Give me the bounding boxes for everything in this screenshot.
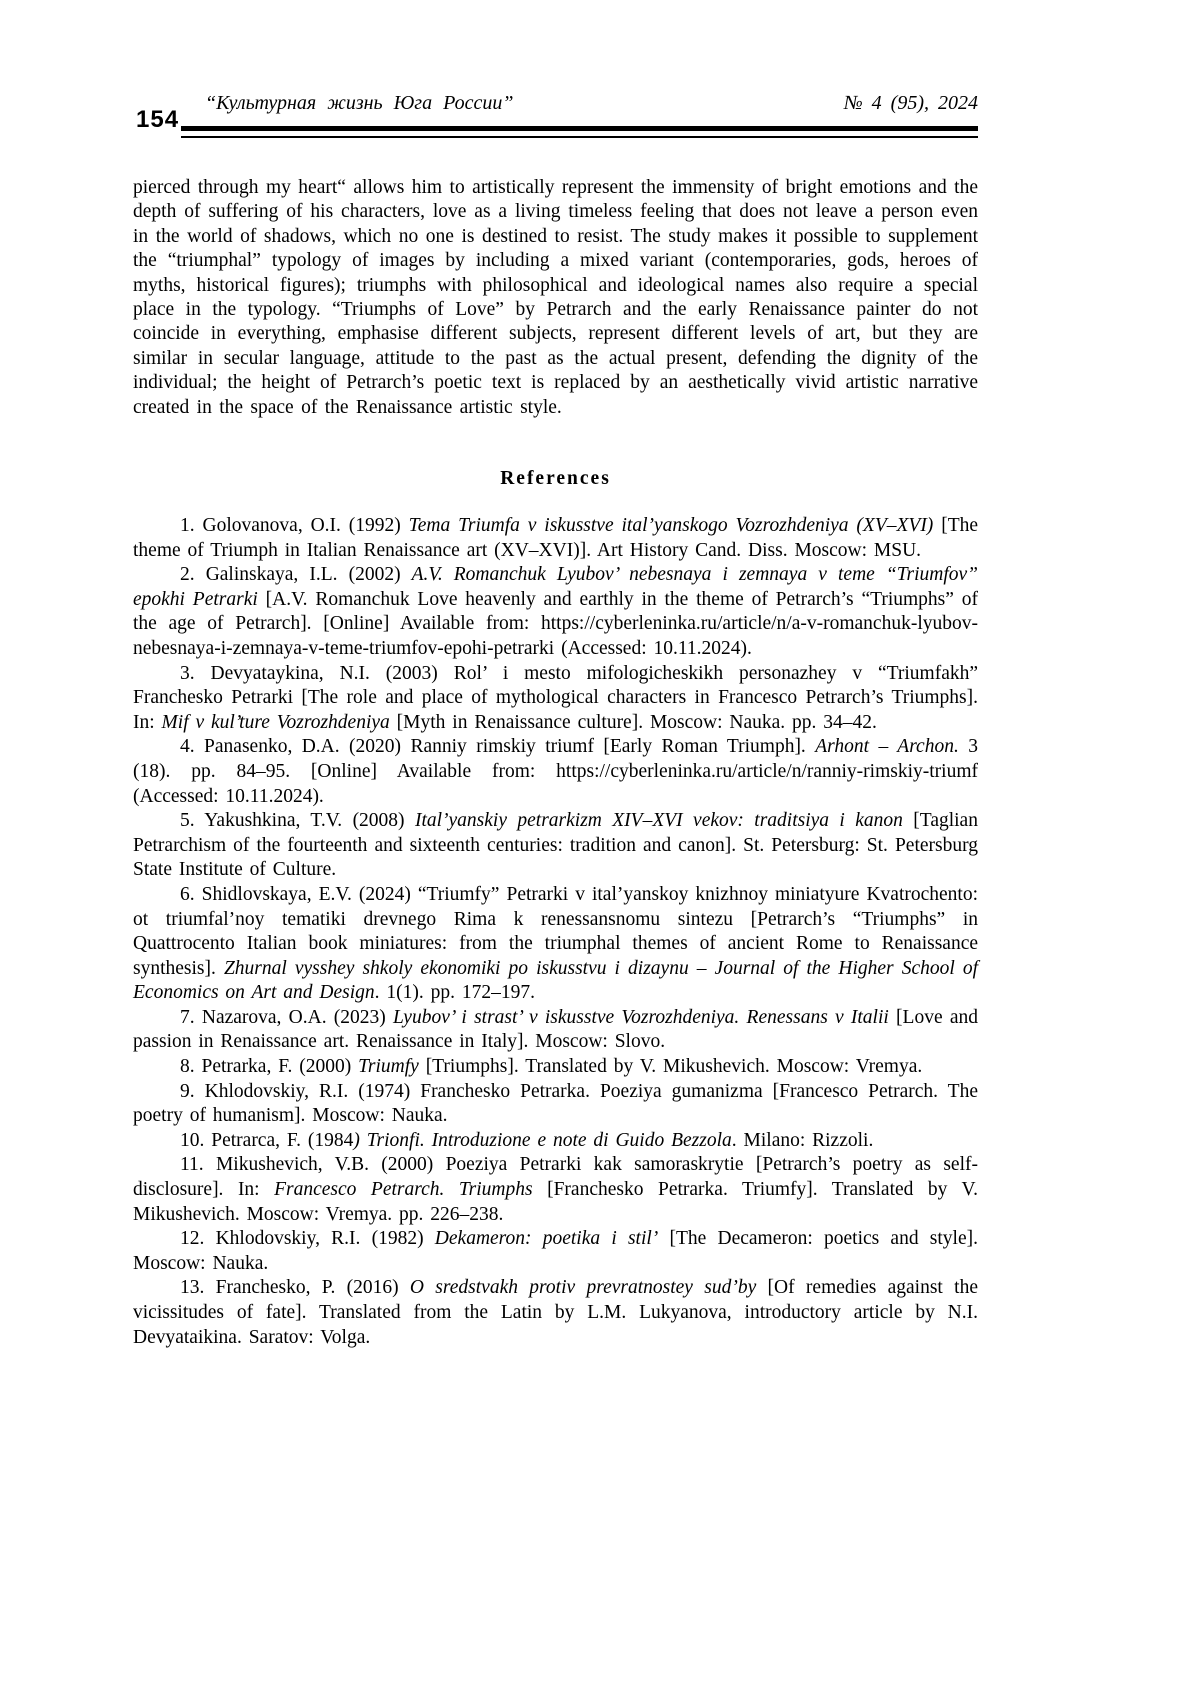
reference-title-segment: O sredstvakh protiv prevratnostey sud’by: [409, 1277, 757, 1299]
reference-title-segment: Ital’yanskiy petrarkizm XIV–XVI vekov: traditsiya i kanon: [414, 810, 903, 832]
reference-item: [133, 809, 978, 883]
header-rule-thick: [181, 126, 978, 131]
reference-title-segment: Triumfy: [358, 1056, 419, 1078]
reference-text-segment: 5. Yakushkina, T.V. (2008): [180, 810, 415, 832]
reference-item: [133, 514, 978, 563]
reference-item: [133, 1080, 978, 1129]
reference-text-segment: 8. Petrarka, F. (2000): [180, 1056, 359, 1078]
journal-title: “Культурная жизнь Юга России”: [205, 92, 514, 114]
reference-text-segment: 6. Shidlovskaya, E.V. (2024) “Triumfy” Petrarki v ital’yanskoy knizhnoy miniatyure Kvatrochento: ot triumfal’noy tematiki drevnego Rima k renessansnomu sintezu [Petrarch’s “Triumphs” in Quattrocento Italian book miniatures: from the triumphal themes of ancient Rome to Renaissance synthesis].: [133, 883, 978, 979]
reference-text-segment: [A.V. Romanchuk Love heavenly and earthly in the theme of Petrarch’s “Triumphs” of the age of Petrarch]. [Online] Available from: https://cyberleninka.ru/article/n/a-v-romanchuk-lyubov-nebesnaya-i-zemnaya-v-teme-triumfov-epohi-petrarki (Accessed: 10.11.2024).: [133, 588, 978, 659]
reference-item: [133, 1153, 978, 1227]
reference-text-segment: [Taglian Petrarchism of the fourteenth and sixteenth centuries: tradition and canon]. St. Petersburg: St. Petersburg State Institute of Culture.: [133, 810, 978, 881]
reference-text-segment: 7. Nazarova, O.A. (2023): [180, 1006, 394, 1028]
reference-text-segment: 4. Panasenko, D.A. (2020) Ranniy rimskiy triumf [Early Roman Triumph].: [180, 736, 816, 758]
reference-title-segment: Francesco Petrarch. Triumphs: [274, 1179, 533, 1201]
reference-item: [133, 1276, 978, 1350]
reference-title-segment: Mif v kul’ture Vozrozhdeniya: [161, 711, 390, 733]
reference-title-segment: Tema Triumfa v iskusstve ital’yanskogo Vozrozhdeniya (XV–XVI): [408, 515, 934, 536]
reference-text-segment: [Love and passion in Renaissance art. Renaissance in Italy]. Moscow: Slovo.: [133, 1006, 978, 1053]
reference-text-segment: 3 (18). pp. 84–95. [Online] Available from: https://cyberleninka.ru/article/n/ranniy-rimskiy-triumf (Accessed: 10.11.2024).: [133, 736, 979, 807]
references-list: [133, 514, 978, 1350]
reference-title-segment: ) Trionfi. Introduzione e note di Guido Bezzola: [353, 1129, 732, 1151]
reference-text-segment: [Of remedies against the vicissitudes of fate]. Translated from the Latin by L.M. Lukyanova, introductory article by N.I. Devyataikina. Saratov: Volga.: [133, 1277, 978, 1348]
reference-text-segment: [The Decameron: poetics and style]. Moscow: Nauka.: [133, 1228, 978, 1274]
reference-text-segment: 13. Franchesko, P. (2016): [180, 1277, 410, 1299]
references-heading: References: [500, 468, 611, 489]
page-number: 154: [136, 106, 180, 133]
reference-item: [133, 1227, 978, 1276]
reference-title-segment: Dekameron: poetika i stil’: [434, 1228, 659, 1250]
issue-label: № 4 (95), 2024: [843, 92, 978, 114]
reference-text-segment: 2. Galinskaya, I.L. (2002): [180, 564, 412, 586]
reference-item: [133, 662, 978, 736]
reference-title-segment: Lyubov’ i strast’ v iskusstve Vozrozhdeniya. Renessans v Italii: [393, 1006, 889, 1028]
reference-text-segment: 12. Khlodovskiy, R.I. (1982): [180, 1228, 435, 1250]
reference-text-segment: [Triumphs]. Translated by V. Mikushevich. Moscow: Vremya.: [418, 1056, 923, 1078]
reference-text-segment: 3. Devyataykina, N.I. (2003) Rol’ i mesto mifologicheskikh personazhey v “Triumfakh” Franchesko Petrarki [The role and place of mythological characters in Francesco Petrarch’s Triumphs]. In:: [133, 662, 978, 733]
reference-text-segment: . Milano: Rizzoli.: [731, 1129, 874, 1151]
reference-text-segment: . 1(1). pp. 172–197.: [374, 982, 535, 1004]
reference-text-segment: [Franchesko Petrarka. Triumfy]. Translated by V. Mikushevich. Moscow: Vremya. pp. 226–238.: [133, 1179, 979, 1225]
reference-title-segment: Arhont – Archon.: [815, 736, 959, 758]
reference-title-segment: A.V. Romanchuk Lyubov’ nebesnaya i zemnaya v teme “Triumfov” epokhi Petrarki: [133, 564, 978, 610]
reference-item: [133, 1129, 978, 1154]
body-paragraph: pierced through my heart“ allows him to artistically represent the immensity of bright emotions and the depth of suffering of his characters, love as a living timeless feeling that does not leave a person even in the world of shadows, which no one is destined to resist. The study makes it possible to supplement the “triumphal” typology of images by including a mixed variant (contemporaries, gods, heroes of myths, historical figures); triumphs with philosophical and ideological names also require a special place in the typology. “Triumphs of Love” by Petrarch and the early Renaissance painter do not coincide in everything, emphasise different subjects, represent different levels of art, but they are similar in secular language, attitude to the past as the actual present, defending the dignity of the individual; the height of Petrarch’s poetic text is replaced by an aesthetically vivid artistic narrative created in the space of the Renaissance artistic style.: [133, 177, 978, 418]
reference-text-segment: [Myth in Renaissance culture]. Moscow: Nauka. pp. 34–42.: [389, 711, 877, 733]
reference-title-segment: Zhurnal vysshey shkoly ekonomiki po iskusstvu i dizaynu – Journal of the Higher School of Economics on Art and Design: [133, 957, 978, 1004]
reference-text-segment: 1. Golovanova, O.I. (1992): [180, 515, 409, 536]
reference-item: [133, 1055, 978, 1080]
reference-item: [133, 1006, 978, 1055]
reference-item: [133, 563, 978, 661]
reference-text-segment: [The theme of Triumph in Italian Renaissance art (XV–XVI)]. Art History Cand. Diss. Moscow: MSU.: [133, 515, 979, 561]
reference-text-segment: 11. Mikushevich, V.B. (2000) Poeziya Petrarki kak samoraskrytie [Petrarch’s poetry as self-disclosure]. In:: [133, 1154, 978, 1201]
reference-item: [133, 735, 978, 809]
reference-item: [133, 883, 978, 1006]
header-rule-thin: [181, 136, 978, 138]
reference-text-segment: 9. Khlodovskiy, R.I. (1974) Franchesko Petrarka. Poeziya gumanizma [Francesco Petrarch. The poetry of humanism]. Moscow: Nauka.: [133, 1080, 978, 1127]
reference-text-segment: 10. Petrarca, F. (1984: [180, 1129, 354, 1151]
